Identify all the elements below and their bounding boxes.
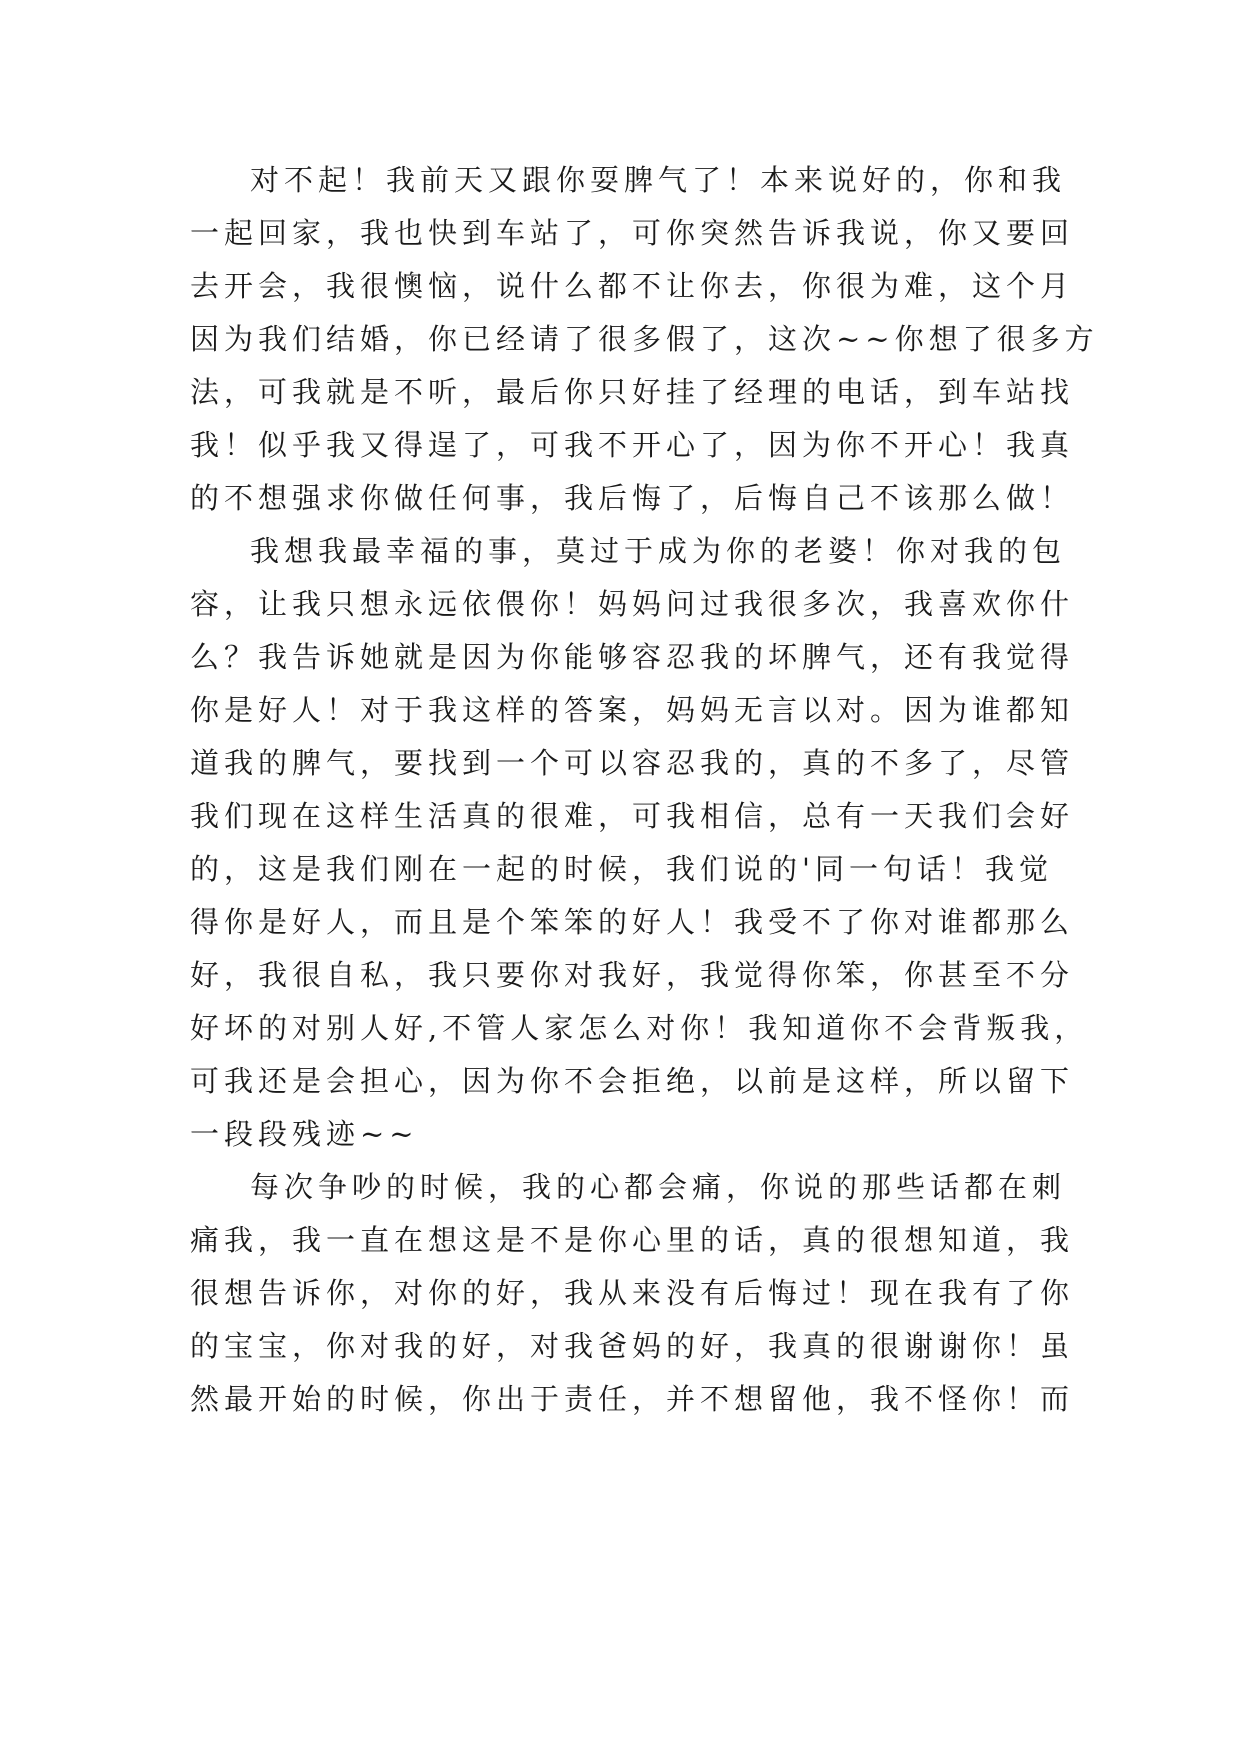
text-line: 去开会，我很懊恼，说什么都不让你去，你很为难，这个月: [190, 269, 1075, 303]
text-line: 好坏的对别人好,不管人家怎么对你！我知道你不会背叛我，: [190, 1011, 1089, 1045]
text-line: 的不想强求你做任何事，我后悔了，后悔自己不该那么做！: [190, 481, 1075, 515]
text-line: 然最开始的时候，你出于责任，并不想留他，我不怪你！而: [190, 1382, 1075, 1416]
text-line: 道我的脾气，要找到一个可以容忍我的，真的不多了，尽管: [190, 746, 1075, 780]
text-line: 一段段残迹~~: [190, 1117, 419, 1151]
text-line: 我想我最幸福的事，莫过于成为你的老婆！你对我的包: [250, 534, 1067, 568]
text-line: 好，我很自私，我只要你对我好，我觉得你笨，你甚至不分: [190, 958, 1075, 992]
text-line: 你是好人！对于我这样的答案，妈妈无言以对。因为谁都知: [190, 693, 1075, 727]
text-line: 得你是好人，而且是个笨笨的好人！我受不了你对谁都那么: [190, 905, 1075, 939]
text-line: 么？我告诉她就是因为你能够容忍我的坏脾气，还有我觉得: [190, 640, 1075, 674]
text-line: 我！似乎我又得逞了，可我不开心了，因为你不开心！我真: [190, 428, 1075, 462]
text-line: 痛我，我一直在想这是不是你心里的话，真的很想知道，我: [190, 1223, 1075, 1257]
text-line: 法，可我就是不听，最后你只好挂了经理的电话，到车站找: [190, 375, 1075, 409]
text-line: 可我还是会担心，因为你不会拒绝，以前是这样，所以留下: [190, 1064, 1075, 1098]
text-line: 一起回家，我也快到车站了，可你突然告诉我说，你又要回: [190, 216, 1075, 250]
text-line: 我们现在这样生活真的很难，可我相信，总有一天我们会好: [190, 799, 1075, 833]
text-line: 很想告诉你，对你的好，我从来没有后悔过！现在我有了你: [190, 1276, 1075, 1310]
text-line: 的宝宝，你对我的好，对我爸妈的好，我真的很谢谢你！虽: [190, 1329, 1075, 1363]
text-line: 对不起！我前天又跟你耍脾气了！本来说好的，你和我: [250, 163, 1067, 197]
text-line: 的，这是我们刚在一起的时候，我们说的'同一句话！我觉: [190, 852, 1053, 886]
text-line: 容，让我只想永远依偎你！妈妈问过我很多次，我喜欢你什: [190, 587, 1075, 621]
text-line: 每次争吵的时候，我的心都会痛，你说的那些话都在刺: [250, 1170, 1067, 1204]
text-line: 因为我们结婚，你已经请了很多假了，这次~~你想了很多方: [190, 322, 1099, 356]
